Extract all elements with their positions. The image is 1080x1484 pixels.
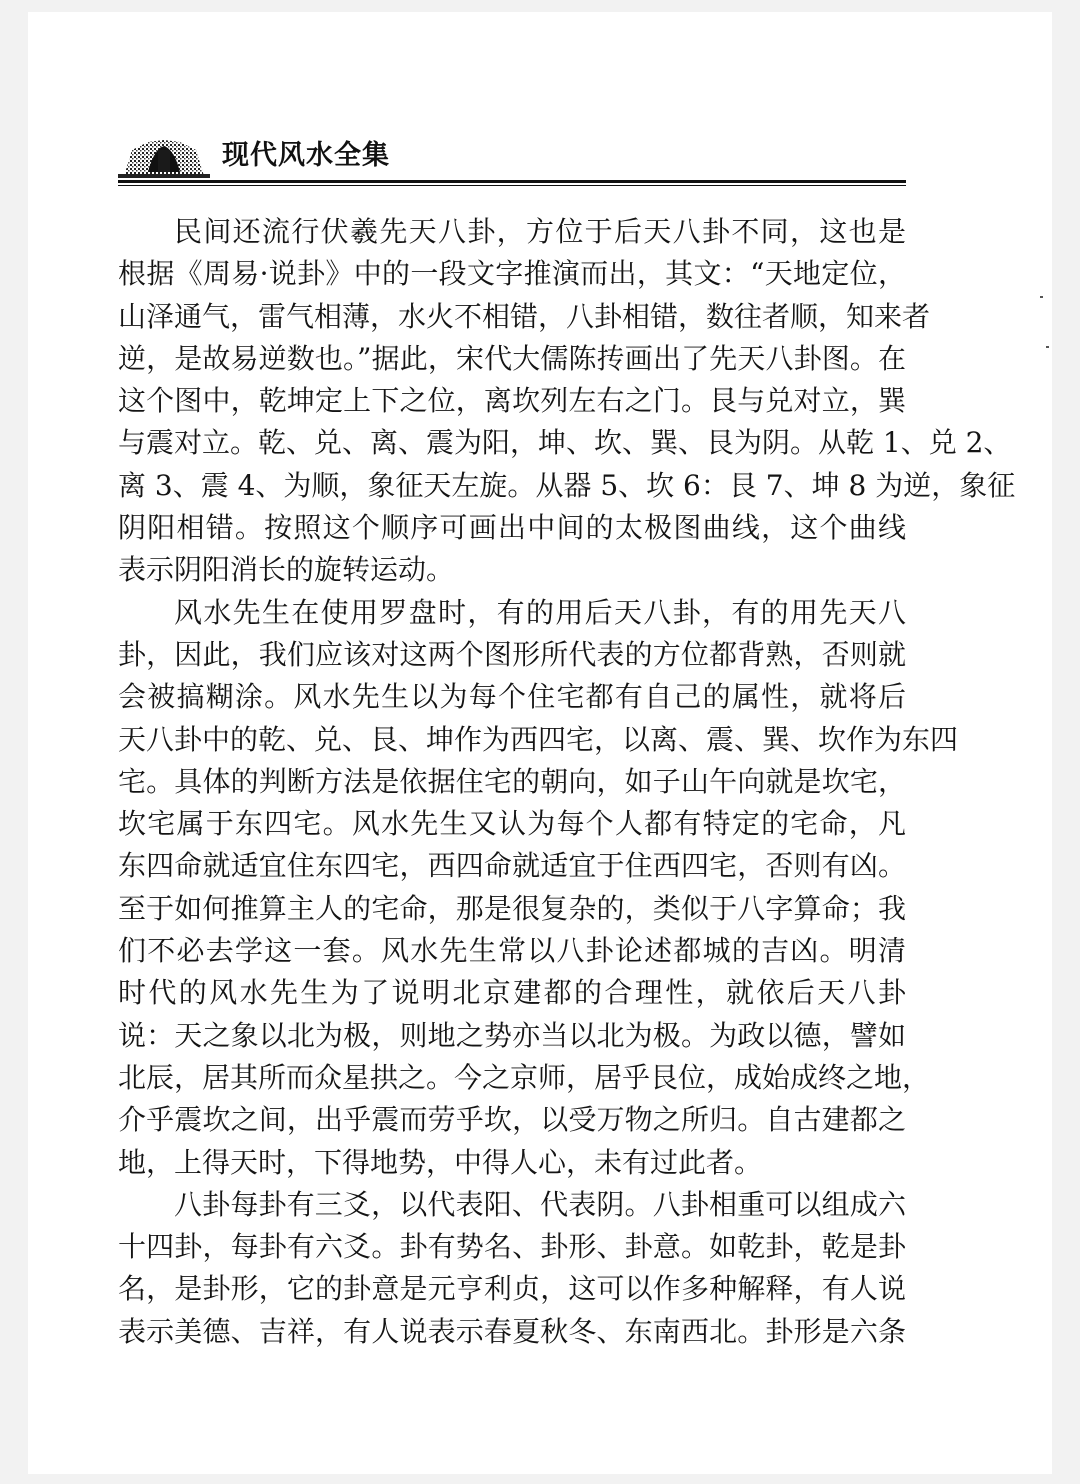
text-line: 根据《周易·说卦》中的一段文字推演而出，其文：“天地定位， (118, 257, 906, 291)
paragraph-2 (118, 592, 959, 1184)
text-line: 八卦每卦有三爻，以代表阳、代表阴。八卦相重可以组成六 (174, 1187, 906, 1221)
paragraph-1 (118, 211, 1016, 592)
text-line: 北辰，居其所而众星拱之。今之京师，居乎艮位，成始成终之地， (118, 1060, 931, 1094)
header-title: 现代风水全集 (222, 140, 390, 171)
body-text (118, 211, 1016, 1353)
header-rule-thick (118, 180, 906, 183)
scan-speck (1040, 296, 1043, 298)
text-line: 这个图中，乾坤定上下之位，离坎列左右之门。艮与兑对立，巽 (118, 384, 906, 418)
text-line: 地，上得天时，下得地势，中得人心，未有过此者。 (118, 1145, 763, 1179)
text-line: 说：天之象以北为极，则地之势亦当以北为极。为政以德，譬如 (118, 1018, 906, 1052)
text-line: 表示阴阳消长的旋转运动。 (118, 553, 455, 587)
scan-speck (1046, 346, 1049, 348)
text-line: 山泽通气，雷气相薄，水火不相错，八卦相错，数往者顺，知来者 (118, 299, 931, 333)
text-line: 坎宅属于东四宅。风水先生又认为每个人都有特定的宅命，凡 (118, 807, 906, 841)
text-line: 会被搞糊涂。风水先生以为每个住宅都有自己的属性，就将后 (118, 680, 906, 714)
text-line: 表示美德、吉祥，有人说表示春夏秋冬、东南西北。卦形是六条 (118, 1314, 906, 1348)
text-line: 时代的风水先生为了说明北京建都的合理性，就依后天八卦 (118, 976, 906, 1010)
header-ornament-icon (118, 136, 210, 178)
text-line: 至于如何推算主人的宅命，那是很复杂的，类似于八字算命；我 (118, 891, 906, 925)
text-line: 们不必去学这一套。风水先生常以八卦论述都城的吉凶。明清 (118, 934, 906, 968)
text-line: 十四卦，每卦有六爻。卦有势名、卦形、卦意。如乾卦，乾是卦 (118, 1230, 906, 1264)
text-line: 宅。具体的判断方法是依据住宅的朝向，如子山午向就是坎宅， (118, 764, 906, 798)
text-line: 离 3、震 4、为顺，象征天左旋。从器 5、坎 6：艮 7、坤 8 为逆，象征 (118, 468, 1016, 502)
header-rule-thin (118, 185, 906, 186)
text-line: 名，是卦形，它的卦意是元亨利贞，这可以作多种解释，有人说 (118, 1272, 906, 1306)
paragraph-3 (118, 1184, 906, 1353)
text-line: 风水先生在使用罗盘时，有的用后天八卦，有的用先天八 (174, 595, 906, 629)
text-line: 民间还流行伏羲先天八卦，方位于后天八卦不同，这也是 (174, 215, 906, 248)
text-line: 与震对立。乾、兑、离、震为阳，坤、坎、巽、艮为阴。从乾 1、兑 2、 (118, 426, 1012, 460)
text-line: 阴阳相错。按照这个顺序可画出中间的太极图曲线，这个曲线 (118, 511, 906, 545)
text-line: 逆，是故易逆数也。”据此，宋代大儒陈抟画出了先天八卦图。在 (118, 341, 906, 375)
text-line: 天八卦中的乾、兑、艮、坤作为西四宅，以离、震、巽、坎作为东四 (118, 722, 959, 756)
text-line: 介乎震坎之间，出乎震而劳乎坎，以受万物之所归。自古建都之 (118, 1103, 906, 1137)
text-line: 卦，因此，我们应该对这两个图形所代表的方位都背熟，否则就 (118, 637, 906, 671)
text-line: 东四命就适宜住东四宅，西四命就适宜于住西四宅，否则有凶。 (118, 849, 906, 883)
